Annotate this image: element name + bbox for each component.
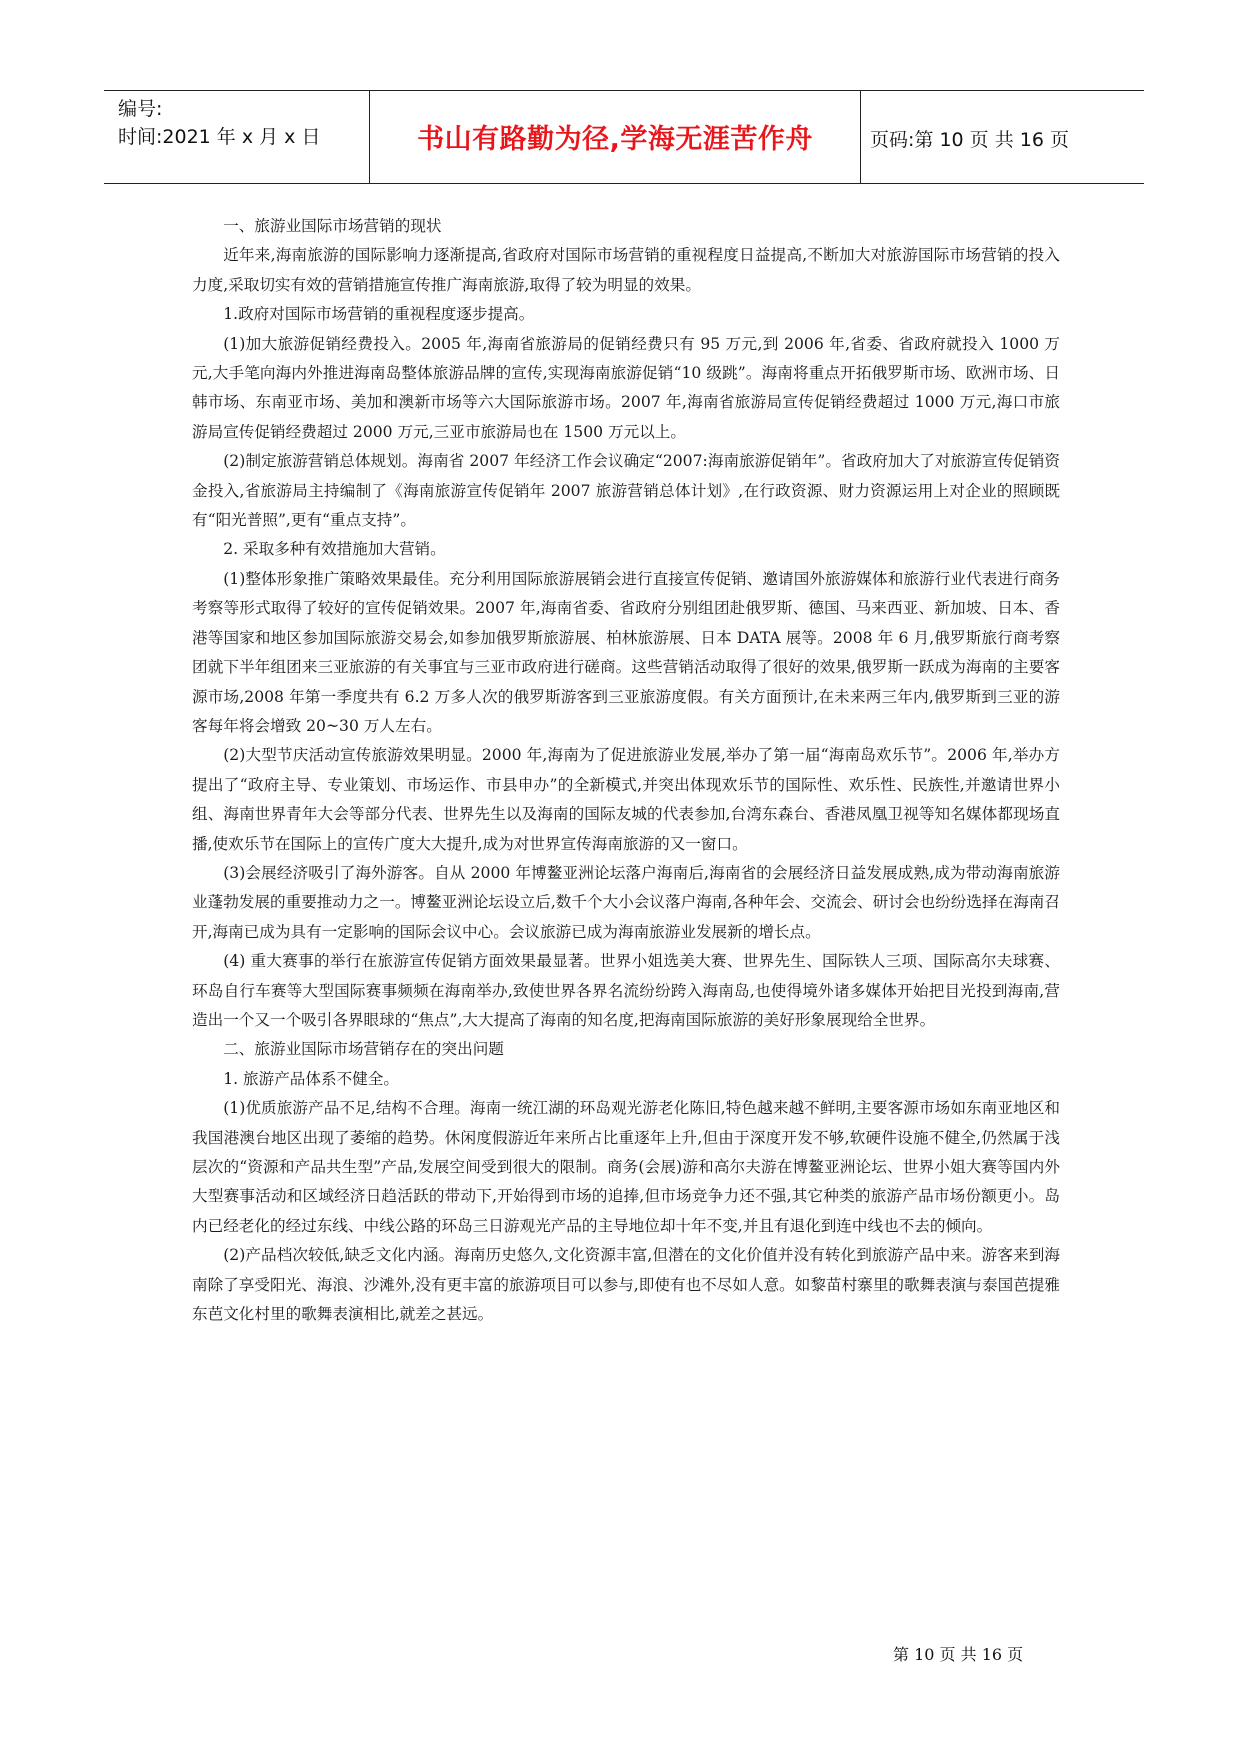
subsection-heading: 1.政府对国际市场营销的重视程度逐步提高。 [223, 305, 535, 324]
document-header [104, 90, 1144, 184]
paragraph: (2)大型节庆活动宣传旅游效果明显。2000 年,海南为了促进旅游业发展,举办了第一届“海南岛欢乐节”。2006 年,举办方提出了“政府主导、专业策划、市场运作、市县申办”的全新模式,并突出体现欢乐节的国际性、欢乐性、民族性,并邀请世界小组、海南世界青年大会等部分代表、世界先生以及海南的国际友城的代表参加,台湾东森台、香港凤凰卫视等知名媒体都现场直播,使欢乐节在国际上的宣传广度大大提升,成为对世界宣传海南旅游的又一窗口。 [192, 746, 1060, 853]
paragraph: (2)制定旅游营销总体规划。海南省 2007 年经济工作会议确定“2007:海南旅游促销年”。省政府加大了对旅游宣传促销资金投入,省旅游局主持编制了《海南旅游宣传促销年 2007 旅游营销总体计划》,在行政资源、财力资源运用上对企业的照顾既有“阳光普照”,更有“重点支持”。 [192, 452, 1060, 530]
paragraph: (1)优质旅游产品不足,结构不合理。海南一统江湖的环岛观光游老化陈旧,特色越来越不鲜明,主要客源市场如东南亚地区和我国港澳台地区出现了萎缩的趋势。休闲度假游近年来所占比重逐年上升,但由于深度开发不够,软硬件设施不健全,仍然属于浅层次的“资源和产品共生型”产品,发展空间受到很大的限制。商务(会展)游和高尔夫游在博鳌亚洲论坛、世界小姐大赛等国内外大型赛事活动和区域经济日趋活跃的带动下,开始得到市场的追捧,但市场竞争力还不强,其它种类的旅游产品市场份额更小。岛内已经老化的经过东线、中线公路的环岛三日游观光产品的主导地位却十年不变,并且有退化到连中线也不去的倾向。 [192, 1099, 1060, 1235]
document-body [192, 212, 1060, 1329]
paragraph: (4) 重大赛事的举行在旅游宣传促销方面效果最显著。世界小姐选美大赛、世界先生、国际铁人三项、国际高尔夫球赛、环岛自行车赛等大型国际赛事频频在海南举办,致使世界各界名流纷纷跨入海南岛,也使得境外诸多媒体开始把目光投到海南,营造出一个又一个吸引各界眼球的“焦点”,大大提高了海南的知名度,把海南国际旅游的美好形象展现给全世界。 [192, 952, 1060, 1029]
document-number-label: 编号: [118, 98, 163, 120]
page-footer: 第 10 页 共 16 页 [893, 1645, 1024, 1664]
section-heading: 二、旅游业国际市场营销存在的突出问题 [223, 1040, 504, 1059]
document-time-label: 时间:2021 年 x 月 x 日 [118, 126, 321, 148]
subsection-heading: 2. 采取多种有效措施加大营销。 [223, 540, 446, 559]
header-motto: 书山有路勤为径,学海无涯苦作舟 [417, 124, 813, 155]
subsection-heading: 1. 旅游产品体系不健全。 [223, 1069, 399, 1088]
header-divider [860, 91, 861, 183]
paragraph: (3)会展经济吸引了海外游客。自从 2000 年博鳌亚洲论坛落户海南后,海南省的会展经济日益发展成熟,成为带动海南旅游业蓬勃发展的重要推动力之一。博鳌亚洲论坛设立后,数千个大小会议落户海南,各种年会、交流会、研讨会也纷纷选择在海南召开,海南已成为具有一定影响的国际会议中心。会议旅游已成为海南旅游业发展新的增长点。 [192, 863, 1060, 941]
paragraph: (1)加大旅游促销经费投入。2005 年,海南省旅游局的促销经费只有 95 万元,到 2006 年,省委、省政府就投入 1000 万元,大手笔向海内外推进海南岛整体旅游品牌的宣传,实现海南旅游促销“10 级跳”。海南将重点开拓俄罗斯市场、欧洲市场、日韩市场、东南亚市场、美加和澳新市场等六大国际旅游市场。2007 年,海南省旅游局宣传促销经费超过 1000 万元,海口市旅游局宣传促销经费超过 2000 万元,三亚市旅游局也在 1500 万元以上。 [192, 334, 1060, 441]
paragraph: 近年来,海南旅游的国际影响力逐渐提高,省政府对国际市场营销的重视程度日益提高,不断加大对旅游国际市场营销的投入力度,采取切实有效的营销措施宣传推广海南旅游,取得了较为明显的效果。 [192, 246, 1060, 294]
paragraph: (1)整体形象推广策略效果最佳。充分利用国际旅游展销会进行直接宣传促销、邀请国外旅游媒体和旅游行业代表进行商务考察等形式取得了较好的宣传促销效果。2007 年,海南省委、省政府分别组团赴俄罗斯、德国、马来西亚、新加坡、日本、香港等国家和地区参加国际旅游交易会,如参加俄罗斯旅游展、柏林旅游展、日本 DATA 展等。2008 年 6 月,俄罗斯旅行商考察团就下半年组团来三亚旅游的有关事宜与三亚市政府进行磋商。这些营销活动取得了很好的效果,俄罗斯一跃成为海南的主要客源市场,2008 年第一季度共有 6.2 万多人次的俄罗斯游客到三亚旅游度假。有关方面预计,在未来两三年内,俄罗斯到三亚的游客每年将会增致 20~30 万人左右。 [192, 569, 1060, 735]
paragraph: (2)产品档次较低,缺乏文化内涵。海南历史悠久,文化资源丰富,但潜在的文化价值并没有转化到旅游产品中来。游客来到海南除了享受阳光、海浪、沙滩外,没有更丰富的旅游项目可以参与,即使有也不尽如人意。如黎苗村寨里的歌舞表演与泰国芭提雅东芭文化村里的歌舞表演相比,就差之甚远。 [192, 1246, 1060, 1324]
header-page-code: 页码:第 10 页 共 16 页 [870, 129, 1069, 151]
section-heading: 一、旅游业国际市场营销的现状 [223, 217, 442, 235]
header-meta [118, 95, 320, 151]
